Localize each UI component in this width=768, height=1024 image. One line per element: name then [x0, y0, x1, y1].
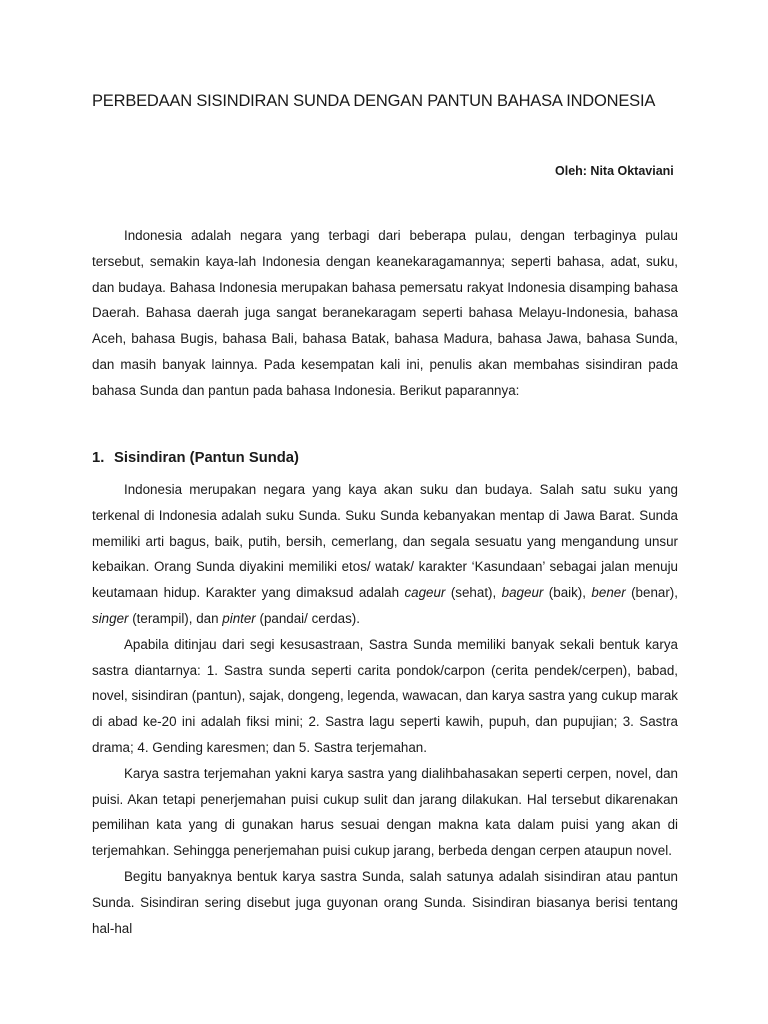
paragraph-lead: Indonesia merupakan negara yang kaya akan suku dan budaya. Salah satu suku yang terkenal di Indonesia adalah suku Sunda. Suku Sunda kebanyakan mentap di Jawa Barat. Sunda memiliki arti bagus, baik, putih, bersih, cemerlang, dan segala sesuatu yang mengandung unsur kebaikan. Orang Sunda diyakini memiliki etos/ watak/ karakter ‘Kasundaan’ sebagai jalan menuju keutamaan hidup. Karakter yang dimaksud adalah	[92, 482, 678, 601]
gloss-baik: (baik),	[543, 585, 592, 601]
body-paragraph-1	[92, 477, 678, 632]
section-heading-text: Sisindiran (Pantun Sunda)	[114, 450, 299, 466]
gloss-sehat: (sehat),	[445, 585, 502, 601]
term-bener: bener	[591, 585, 626, 601]
term-cageur: cageur	[404, 585, 446, 601]
intro-section	[92, 223, 678, 404]
gloss-terampil: (terampil), dan	[128, 610, 223, 626]
term-pinter: pinter	[222, 610, 256, 626]
author-byline: Oleh: Nita Oktaviani	[555, 164, 674, 178]
gloss-benar: (benar),	[625, 585, 678, 601]
term-bageur: bageur	[501, 585, 544, 601]
body-paragraph-4: Begitu banyaknya bentuk karya sastra Sunda, salah satunya adalah sisindiran atau pantun Sunda. Sisindiran sering disebut juga guyonan orang Sunda. Sisindiran biasanya berisi tentang hal-hal	[92, 868, 678, 936]
body-paragraph-3: Karya sastra terjemahan yakni karya sastra yang dialihbahasakan seperti cerpen, novel, dan puisi. Akan tetapi penerjemahan puisi cukup sulit dan jarang dilakukan. Hal tersebut dikarenakan pemilihan kata yang di gunakan harus sesuai dengan makna kata dalam puisi yang akan di terjemahkan. Sehingga penerjemahan puisi cukup jarang, berbeda dengan cerpen ataupun novel.	[92, 765, 678, 859]
section-number: 1.	[92, 450, 105, 466]
section-body	[92, 477, 678, 941]
intro-paragraph: Indonesia adalah negara yang terbagi dari beberapa pulau, dengan terbaginya pulau tersebut, semakin kaya-lah Indonesia dengan keanekaragamannya; seperti bahasa, adat, suku, dan budaya. Bahasa Indonesia merupakan bahasa pemersatu rakyat Indonesia disamping bahasa Daerah. Bahasa daerah juga sangat beranekaragam seperti bahasa Melayu-Indonesia, bahasa Aceh, bahasa Bugis, bahasa Bali, bahasa Batak, bahasa Madura, bahasa Jawa, bahasa Sunda, dan masih banyak lainnya. Pada kesempatan kali ini, penulis akan membahas sisindiran pada bahasa Sunda dan pantun pada bahasa Indonesia. Berikut paparannya:	[92, 228, 678, 398]
term-singer: singer	[92, 610, 129, 626]
section-heading	[92, 450, 299, 466]
gloss-pandai: (pandai/ cerdas).	[255, 610, 360, 626]
document-title: PERBEDAAN SISINDIRAN SUNDA DENGAN PANTUN BAHASA INDONESIA	[92, 92, 656, 110]
body-paragraph-2: Apabila ditinjau dari segi kesusastraan, Sastra Sunda memiliki banyak sekali bentuk karya sastra diantarnya: 1. Sastra sunda seperti carita pondok/carpon (cerita pendek/cerpen), babad, novel, sisindiran (pantun), sajak, dongeng, legenda, wawacan, dan karya sastra yang cukup marak di abad ke-20 ini adalah fiksi mini; 2. Sastra lagu seperti kawih, pupuh, dan pupujian; 3. Sastra drama; 4. Gending karesmen; dan 5. Sastra terjemahan.	[92, 636, 678, 755]
